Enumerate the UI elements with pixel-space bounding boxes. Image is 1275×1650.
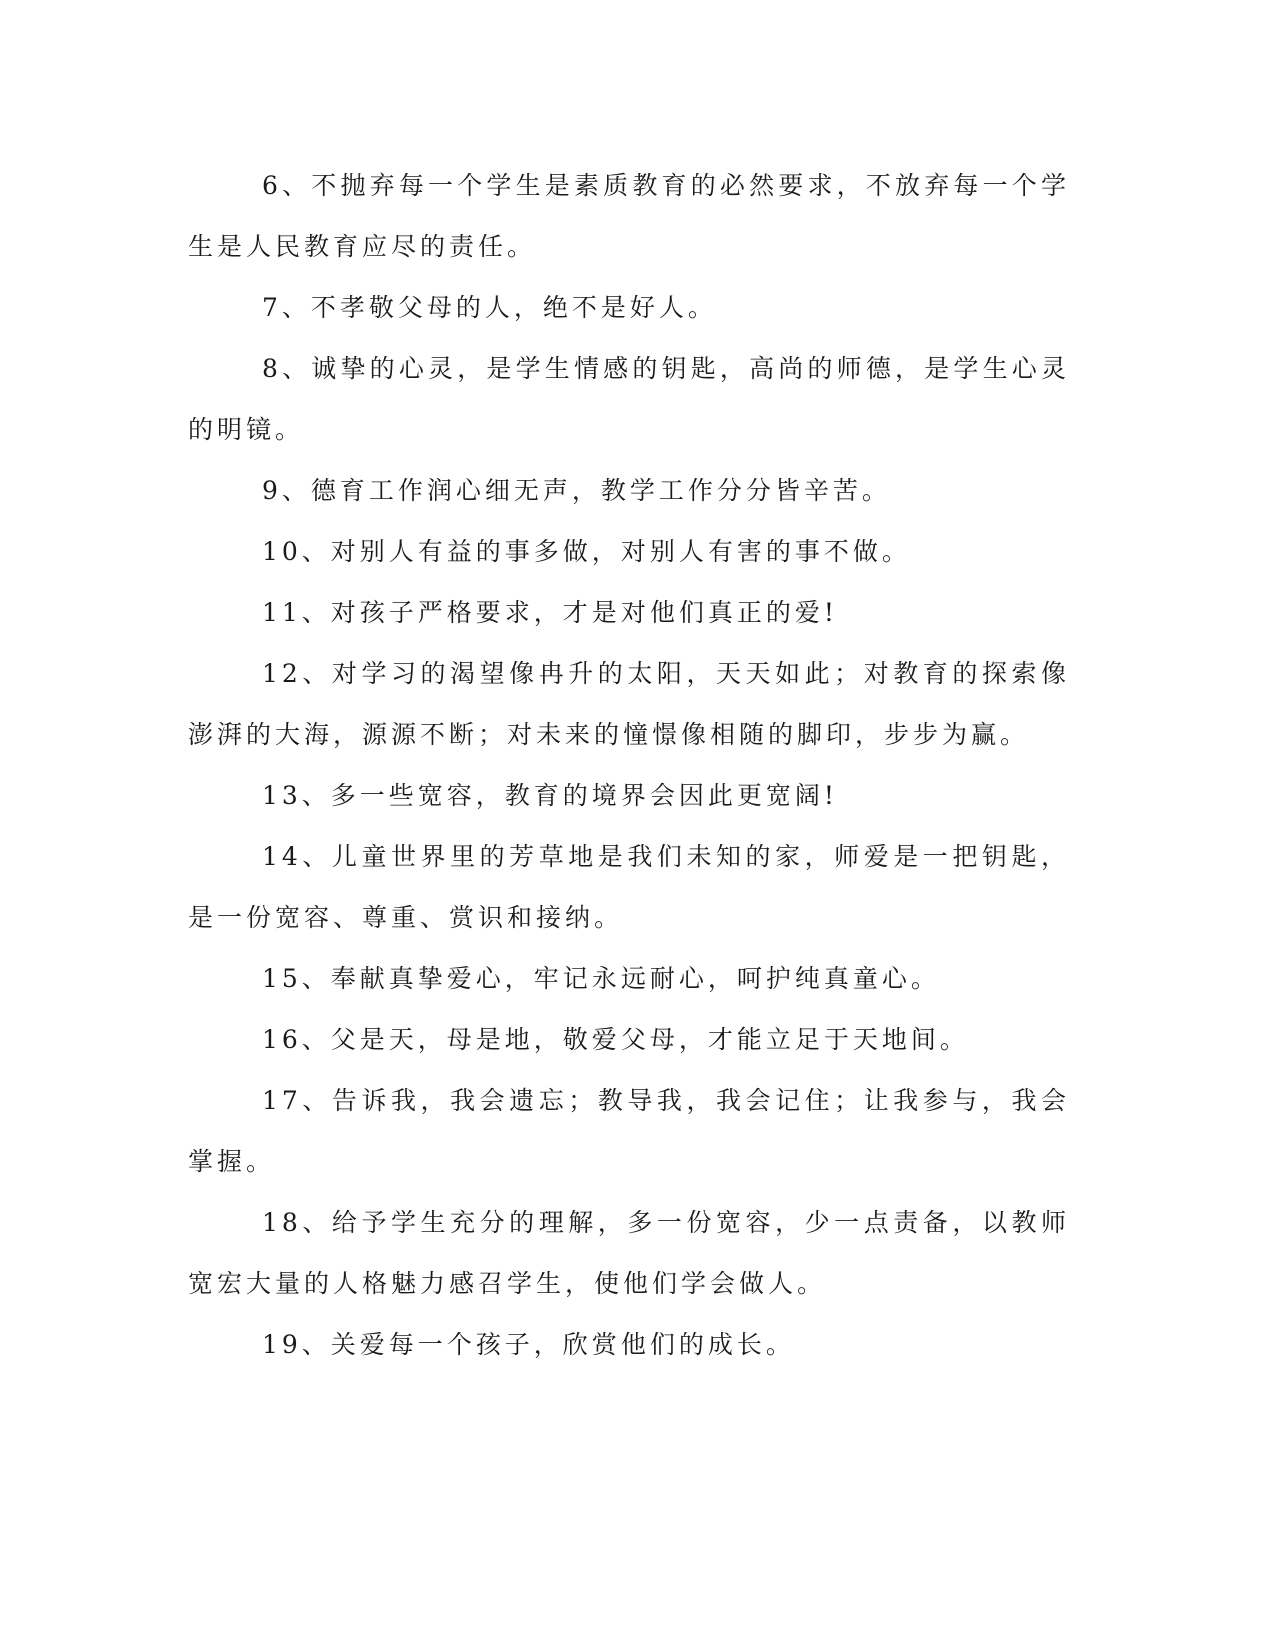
paragraph-13: 13、多一些宽容，教育的境界会因此更宽阔! xyxy=(262,781,838,810)
document-body xyxy=(188,155,1070,1375)
paragraph-17: 17、告诉我，我会遗忘；教导我，我会记住；让我参与，我会掌握。 xyxy=(188,1086,1070,1176)
paragraph-18: 18、给予学生充分的理解，多一份宽容，少一点责备，以教师宽宏大量的人格魅力感召学生，使他们学会做人。 xyxy=(188,1208,1070,1298)
paragraph-16: 16、父是天，母是地，敬爱父母，才能立足于天地间。 xyxy=(262,1025,969,1054)
paragraph-7: 7、不孝敬父母的人，绝不是好人。 xyxy=(262,293,717,322)
paragraph-15: 15、奉献真挚爱心，牢记永远耐心，呵护纯真童心。 xyxy=(262,964,940,993)
paragraph-6: 6、不抛弃每一个学生是素质教育的必然要求，不放弃每一个学生是人民教育应尽的责任。 xyxy=(188,171,1070,261)
paragraph-8: 8、诚挚的心灵，是学生情感的钥匙，高尚的师德，是学生心灵的明镜。 xyxy=(188,354,1070,444)
paragraph-11: 11、对孩子严格要求，才是对他们真正的爱! xyxy=(262,598,838,627)
paragraph-14: 14、儿童世界里的芳草地是我们未知的家，师爱是一把钥匙，是一份宽容、尊重、赏识和接纳。 xyxy=(188,842,1070,932)
paragraph-12: 12、对学习的渴望像冉升的太阳，天天如此；对教育的探索像澎湃的大海，源源不断；对未来的憧憬像相随的脚印，步步为赢。 xyxy=(188,659,1070,749)
paragraph-10: 10、对别人有益的事多做，对别人有害的事不做。 xyxy=(262,537,911,566)
paragraph-9: 9、德育工作润心细无声，教学工作分分皆辛苦。 xyxy=(262,476,891,505)
paragraph-19: 19、关爱每一个孩子，欣赏他们的成长。 xyxy=(262,1330,795,1359)
